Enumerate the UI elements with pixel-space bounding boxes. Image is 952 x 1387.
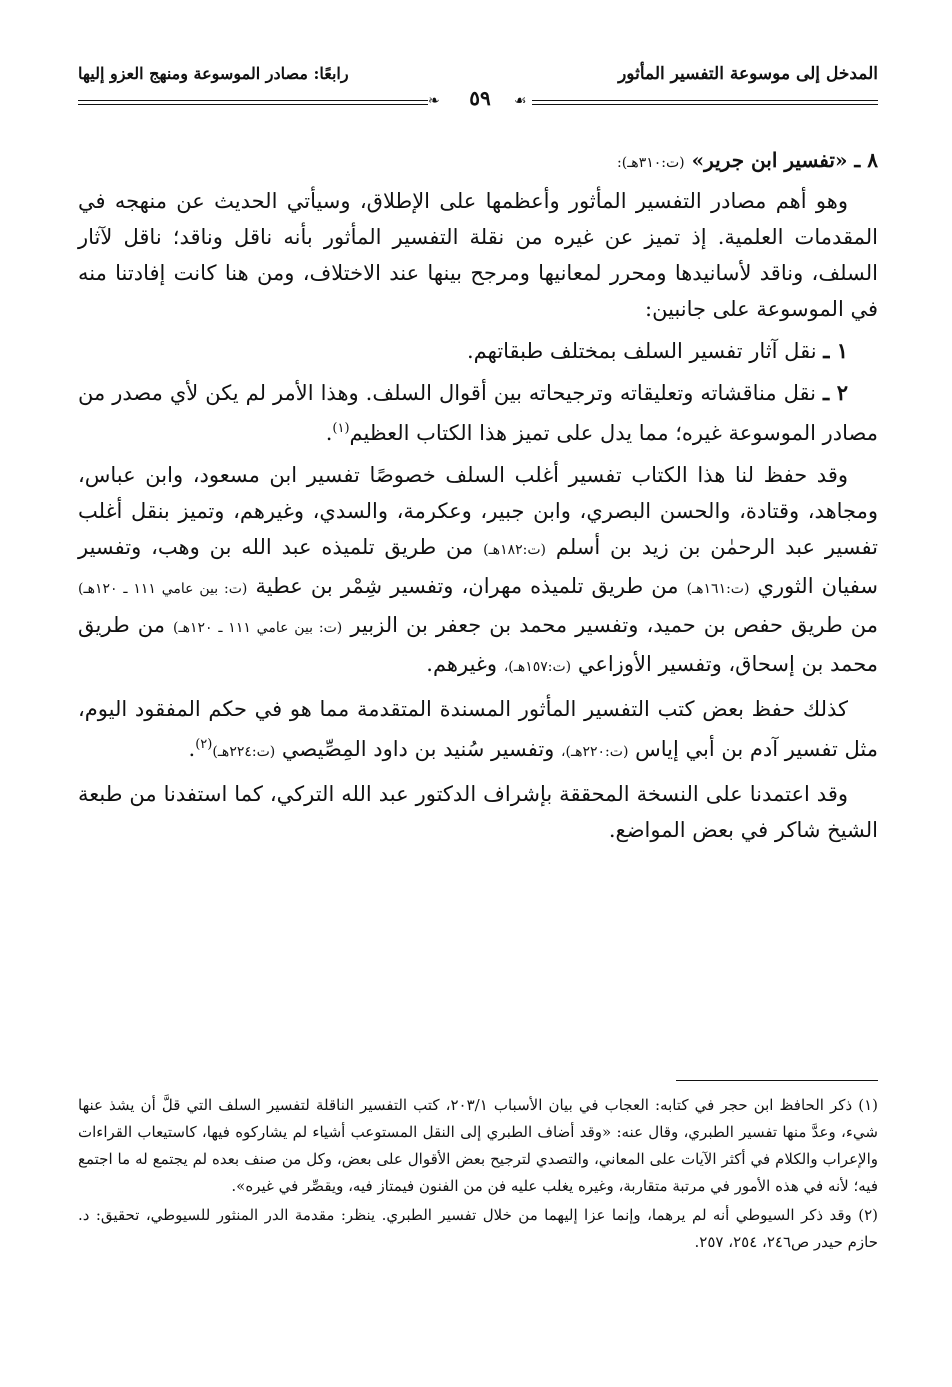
- paragraph-sources-part-e: من طريق حفص بن حميد، وتفسير محمد بن جعفر بن الزبير: [350, 613, 878, 637]
- section-heading-date: (ت:٣١٠هـ):: [617, 155, 685, 171]
- footnote-1: (١) ذكر الحافظ ابن حجر في كتابه: العجاب في بيان الأسباب ٢٠٣/١، كتب التفسير الناقلة لتفسير السلف التي قلَّ أن يشذ عنها شيء، وعدَّ منها تفسير الطبري، وقال عنه: «وقد أضاف الطبري إلى النقل المستوعب أشياء لم يشاركوه فيها، كاستيعاب القراءات والإعراب والكلام في أكثر الآيات على المعاني، والتصدي لترجيح بعض الأقوال على بعض، وكل من صنف بعده لم يجتمع له ما اجتمع فيه؛ لأنه في هذه الأمور في مرتبة متقاربة، وغيره يغلب عليه فن من الفنون فيمتاز فيه، ويقصِّر في غيره».: [78, 1096, 878, 1195]
- header-rule-right-thin: [532, 104, 878, 105]
- ornament-left-icon: ❧: [428, 93, 440, 109]
- date-ibn-zubayr: (ت: بين عامي ١١١ ـ ١٢٠هـ): [173, 620, 343, 636]
- list-item-2: [78, 375, 878, 451]
- paragraph-lost-books-part-b: وتفسير سُنيد بن داود المِصِّيصي: [281, 737, 555, 761]
- footnotes: [78, 1092, 878, 1256]
- list-item-1-number: ١ ـ: [823, 338, 848, 363]
- book-title: المدخل إلى موسوعة التفسير المأثور: [618, 64, 878, 84]
- page-number: ٥٩: [469, 86, 491, 110]
- main-content: [78, 140, 878, 848]
- paragraph-sources-part-b: من طريق تلميذه عبد الله بن وهب، وتفسير سفيان الثوري: [78, 535, 878, 598]
- section-heading: [78, 140, 878, 183]
- header-rule-left: [78, 100, 428, 101]
- date-awzai: (ت:١٥٧هـ)،: [503, 659, 572, 675]
- date-shimr: (ت: بين عامي ١١١ ـ ١٢٠هـ): [78, 581, 248, 597]
- paragraph-sources-part-c: من طريق تلميذه مهران، وتفسير شِمْر بن عطية: [255, 574, 679, 598]
- list-item-2-text: نقل مناقشاته وتعليقاته وترجيحاته بين أقوال السلف. وهذا الأمر لم يكن لأي مصدر من مصادر الموسوعة غيره؛ مما يدل على تميز هذا الكتاب العظيم: [78, 381, 878, 445]
- list-item-1: [78, 333, 878, 369]
- date-thawri: (ت:١٦١هـ): [686, 581, 750, 597]
- footnote-separator: [676, 1080, 878, 1081]
- paragraph-sources-part-f: من طريق محمد بن إسحاق، وتفسير الأوزاعي: [78, 613, 878, 676]
- paragraph-sources: [78, 457, 878, 685]
- header-rule-left-thin: [78, 104, 428, 105]
- paragraph-intro: وهو أهم مصادر التفسير المأثور وأعظمها على الإطلاق، وسيأتي الحديث عن منهجه في المقدمات العلمية. إذ تميز عن غيره من نقلة التفسير المأثور بأنه ناقل وناقد؛ ناقل لآثار السلف، وناقد لأسانيدها ومحرر لمعانيها ومرجح بينها عند الاختلاف، ومن هنا كانت إفادتنا منه في الموسوعة على جانبين:: [78, 189, 878, 321]
- list-item-1-text: نقل آثار تفسير السلف بمختلف طبقاتهم.: [466, 339, 817, 363]
- ornament-right-icon: ☙: [514, 93, 527, 109]
- paragraph-sources-part-a: وقد حفظ لنا هذا الكتاب تفسير أغلب السلف خصوصًا تفسير ابن مسعود، وابن عباس، ومجاهد، وقتادة، والحسن البصري، وابن جبير، وعكرمة، والسدي، وغيرهم، وتميز بنقل أغلب تفسير عبد الرحمٰن بن زيد بن أسلم: [78, 463, 878, 559]
- footnote-ref-2[interactable]: (٢): [195, 737, 213, 752]
- paragraph-sources-part-g: وغيرهم.: [426, 652, 498, 676]
- paragraph-edition: وقد اعتمدنا على النسخة المحققة بإشراف الدكتور عبد الله التركي، كما استفدنا من طبعة الشيخ شاكر في بعض المواضع.: [78, 782, 878, 842]
- date-ibn-zayd: (ت:١٨٢هـ): [483, 542, 546, 558]
- date-sunayd: (ت:٢٢٤هـ): [212, 744, 276, 760]
- list-item-2-number: ٢ ـ: [822, 380, 848, 405]
- section-heading-text: ٨ ـ «تفسير ابن جرير»: [691, 148, 878, 172]
- paragraph-lost-books: [78, 691, 878, 770]
- chapter-title: رابعًا: مصادر الموسوعة ومنهج العزو إليها: [78, 64, 349, 83]
- footnote-ref-1[interactable]: (١): [332, 421, 350, 436]
- list-item-2-end: .: [325, 421, 333, 445]
- footnote-2: (٢) وقد ذكر السيوطي أنه لم يرهما، وإنما عزا إليهما من خلال تفسير الطبري. ينظر: مقدمة الدر المنثور للسيوطي، تحقيق: د. حازم حيدر ص٢٤٦، ٢٥٤، ٢٥٧.: [78, 1206, 878, 1251]
- paragraph-lost-books-end: .: [188, 737, 196, 761]
- paragraph-lost-books-part-a: كذلك حفظ بعض كتب التفسير المأثور المسندة المتقدمة مما هو في حكم المفقود اليوم، مثل تفسير آدم بن أبي إياس: [78, 697, 878, 761]
- header-rule-right: [532, 100, 878, 101]
- date-adam: (ت:٢٢٠هـ)،: [561, 744, 629, 760]
